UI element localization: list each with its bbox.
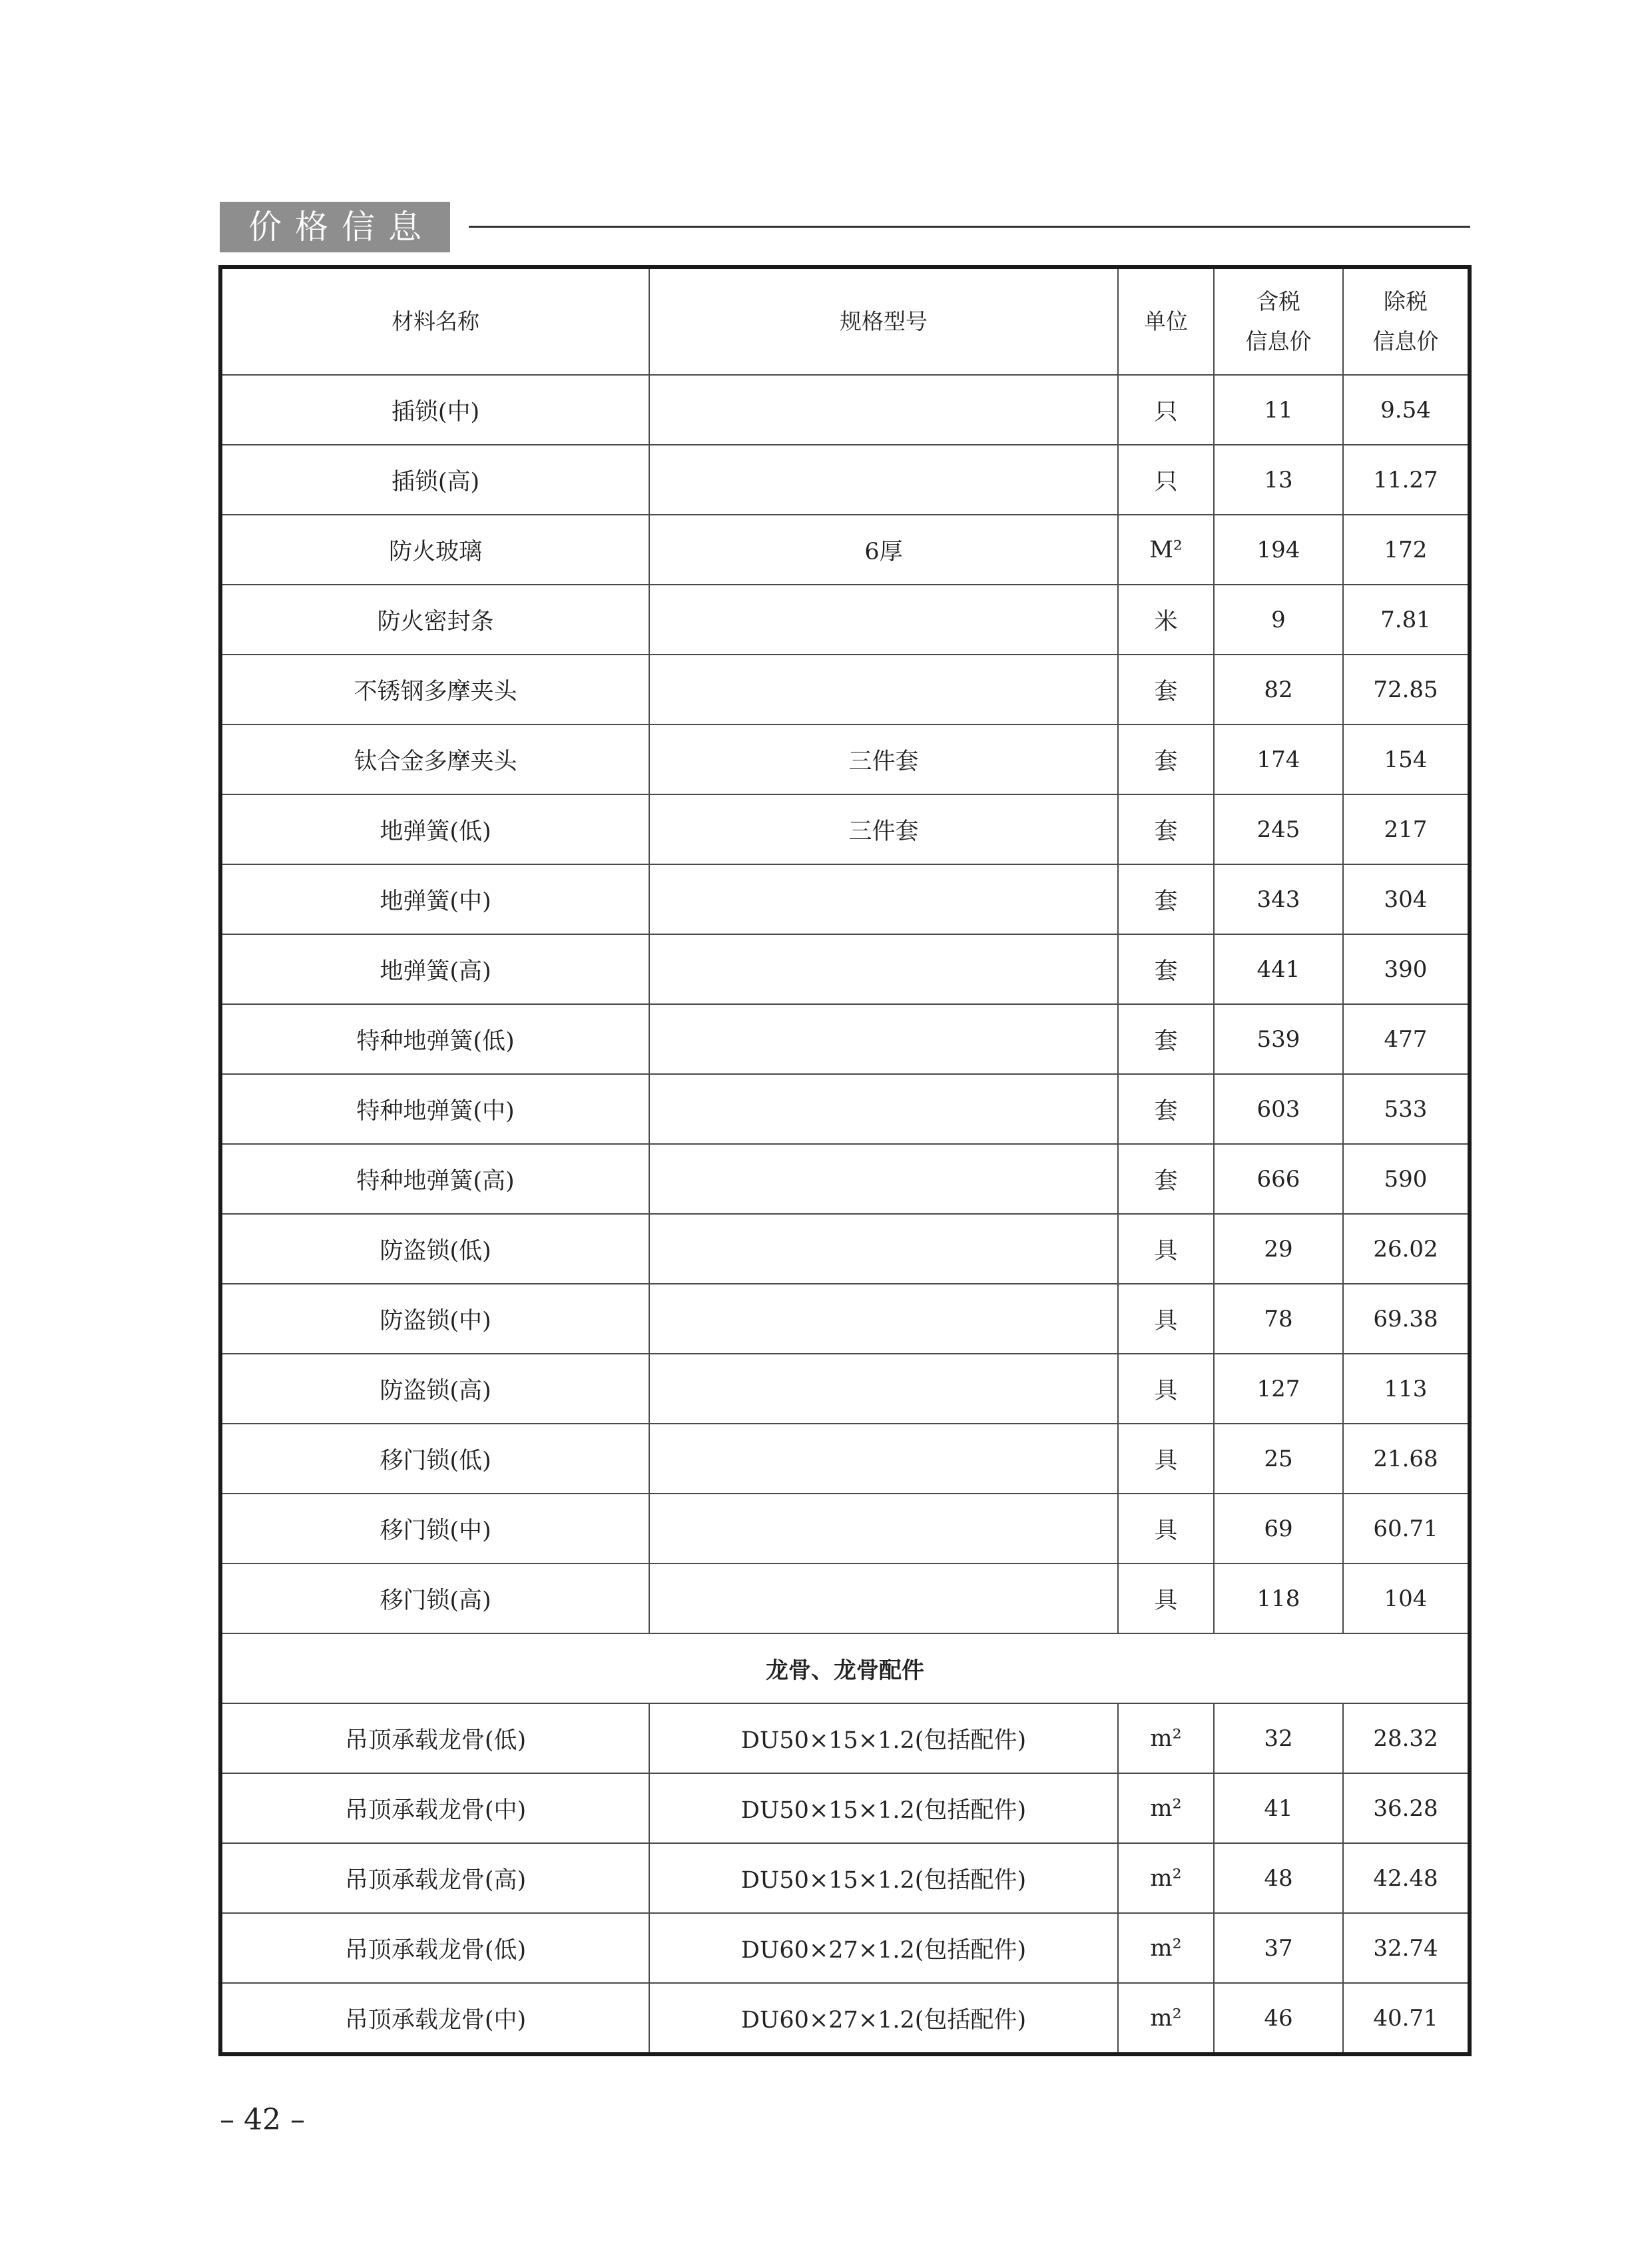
column-header-label: 材料名称 xyxy=(392,308,479,334)
column-header-label: 规格型号 xyxy=(840,308,928,334)
spec-cell xyxy=(649,445,1118,515)
price-excl-tax-cell: 590 xyxy=(1343,1144,1470,1214)
spec-cell xyxy=(649,864,1118,934)
price-incl-tax-cell: 37 xyxy=(1214,1913,1343,1983)
spec-cell xyxy=(649,1074,1118,1144)
material-name-cell: 防盗锁(高) xyxy=(220,1354,649,1424)
table-row xyxy=(220,1144,1470,1214)
table-header-row xyxy=(220,267,1470,375)
table-row xyxy=(220,934,1470,1004)
material-name-cell: 地弹簧(中) xyxy=(220,864,649,934)
price-incl-tax-cell: 603 xyxy=(1214,1074,1343,1144)
price-excl-tax-cell: 104 xyxy=(1343,1563,1470,1633)
material-name-cell: 防火玻璃 xyxy=(220,515,649,585)
material-name-cell: 移门锁(中) xyxy=(220,1494,649,1563)
table-row xyxy=(220,1843,1470,1913)
material-name-cell: 插锁(高) xyxy=(220,445,649,515)
spec-cell xyxy=(649,585,1118,655)
table-row xyxy=(220,864,1470,934)
price-incl-tax-cell: 48 xyxy=(1214,1843,1343,1913)
material-name-cell: 移门锁(高) xyxy=(220,1563,649,1633)
material-name-cell: 移门锁(低) xyxy=(220,1424,649,1494)
table-row xyxy=(220,1424,1470,1494)
price-excl-tax-cell: 7.81 xyxy=(1343,585,1470,655)
material-name-cell: 吊顶承载龙骨(低) xyxy=(220,1703,649,1773)
column-header-label: 除税 信息价 xyxy=(1372,288,1439,354)
spec-cell xyxy=(649,1424,1118,1494)
table-row xyxy=(220,1284,1470,1354)
price-incl-tax-cell: 441 xyxy=(1214,934,1343,1004)
spec-cell: 三件套 xyxy=(649,794,1118,864)
unit-cell: 套 xyxy=(1118,1074,1214,1144)
spec-cell xyxy=(649,655,1118,724)
price-incl-tax-cell: 46 xyxy=(1214,1983,1343,2054)
price-excl-tax-cell: 217 xyxy=(1343,794,1470,864)
spec-cell xyxy=(649,1494,1118,1563)
price-incl-tax-cell: 25 xyxy=(1214,1424,1343,1494)
unit-cell: 套 xyxy=(1118,1004,1214,1074)
price-excl-tax-cell: 42.48 xyxy=(1343,1843,1470,1913)
price-incl-tax-cell: 13 xyxy=(1214,445,1343,515)
spec-cell xyxy=(649,1214,1118,1284)
unit-cell: M² xyxy=(1118,515,1214,585)
column-header-price-excl-tax xyxy=(1343,267,1470,375)
spec-cell: 6厚 xyxy=(649,515,1118,585)
material-name-cell: 防盗锁(低) xyxy=(220,1214,649,1284)
table-row xyxy=(220,1494,1470,1563)
price-incl-tax-cell: 174 xyxy=(1214,724,1343,794)
material-name-cell: 不锈钢多摩夹头 xyxy=(220,655,649,724)
material-name-cell: 吊顶承载龙骨(中) xyxy=(220,1983,649,2054)
price-excl-tax-cell: 21.68 xyxy=(1343,1424,1470,1494)
spec-cell: DU50×15×1.2(包括配件) xyxy=(649,1773,1118,1843)
table-row xyxy=(220,445,1470,515)
unit-cell: m² xyxy=(1118,1983,1214,2054)
material-name-cell: 地弹簧(高) xyxy=(220,934,649,1004)
material-name-cell: 地弹簧(低) xyxy=(220,794,649,864)
spec-cell: DU60×27×1.2(包括配件) xyxy=(649,1983,1118,2054)
unit-cell: 套 xyxy=(1118,934,1214,1004)
unit-cell: 具 xyxy=(1118,1354,1214,1424)
material-name-cell: 特种地弹簧(低) xyxy=(220,1004,649,1074)
spec-cell xyxy=(649,934,1118,1004)
unit-cell: 只 xyxy=(1118,375,1214,445)
price-excl-tax-cell: 154 xyxy=(1343,724,1470,794)
unit-cell: 具 xyxy=(1118,1494,1214,1563)
table-row xyxy=(220,1913,1470,1983)
price-incl-tax-cell: 127 xyxy=(1214,1354,1343,1424)
price-incl-tax-cell: 29 xyxy=(1214,1214,1343,1284)
table-row xyxy=(220,1773,1470,1843)
material-name-cell: 防火密封条 xyxy=(220,585,649,655)
price-excl-tax-cell: 28.32 xyxy=(1343,1703,1470,1773)
unit-cell: m² xyxy=(1118,1913,1214,1983)
table-row xyxy=(220,655,1470,724)
price-excl-tax-cell: 477 xyxy=(1343,1004,1470,1074)
price-incl-tax-cell: 666 xyxy=(1214,1144,1343,1214)
unit-cell: 具 xyxy=(1118,1563,1214,1633)
page-number: – 42 – xyxy=(220,2103,305,2137)
spec-cell xyxy=(649,1563,1118,1633)
spec-cell xyxy=(649,1284,1118,1354)
spec-cell xyxy=(649,375,1118,445)
unit-cell: m² xyxy=(1118,1703,1214,1773)
material-name-cell: 特种地弹簧(中) xyxy=(220,1074,649,1144)
price-incl-tax-cell: 118 xyxy=(1214,1563,1343,1633)
material-name-cell: 插锁(中) xyxy=(220,375,649,445)
unit-cell: 具 xyxy=(1118,1424,1214,1494)
table-row xyxy=(220,585,1470,655)
column-header-label: 单位 xyxy=(1144,308,1188,334)
price-incl-tax-cell: 245 xyxy=(1214,794,1343,864)
price-incl-tax-cell: 41 xyxy=(1214,1773,1343,1843)
spec-cell: DU50×15×1.2(包括配件) xyxy=(649,1703,1118,1773)
price-incl-tax-cell: 343 xyxy=(1214,864,1343,934)
table-row xyxy=(220,515,1470,585)
table-row xyxy=(220,1563,1470,1633)
price-excl-tax-cell: 390 xyxy=(1343,934,1470,1004)
price-incl-tax-cell: 78 xyxy=(1214,1284,1343,1354)
price-excl-tax-cell: 32.74 xyxy=(1343,1913,1470,1983)
section-row xyxy=(220,1633,1470,1703)
table-row xyxy=(220,1703,1470,1773)
header-divider xyxy=(469,226,1470,228)
unit-cell: 套 xyxy=(1118,724,1214,794)
material-name-cell: 吊顶承载龙骨(低) xyxy=(220,1913,649,1983)
table-row xyxy=(220,1354,1470,1424)
price-excl-tax-cell: 172 xyxy=(1343,515,1470,585)
unit-cell: m² xyxy=(1118,1843,1214,1913)
unit-cell: 套 xyxy=(1118,794,1214,864)
table-row xyxy=(220,1004,1470,1074)
price-excl-tax-cell: 40.71 xyxy=(1343,1983,1470,2054)
table-body-hardware xyxy=(220,375,1470,1633)
price-excl-tax-cell: 26.02 xyxy=(1343,1214,1470,1284)
price-incl-tax-cell: 32 xyxy=(1214,1703,1343,1773)
price-excl-tax-cell: 72.85 xyxy=(1343,655,1470,724)
table-body-section xyxy=(220,1633,1470,1703)
spec-cell xyxy=(649,1354,1118,1424)
price-excl-tax-cell: 69.38 xyxy=(1343,1284,1470,1354)
price-excl-tax-cell: 60.71 xyxy=(1343,1494,1470,1563)
column-header-material-name xyxy=(220,267,649,375)
spec-cell xyxy=(649,1004,1118,1074)
price-incl-tax-cell: 9 xyxy=(1214,585,1343,655)
unit-cell: 套 xyxy=(1118,655,1214,724)
unit-cell: 米 xyxy=(1118,585,1214,655)
price-incl-tax-cell: 11 xyxy=(1214,375,1343,445)
spec-cell: DU60×27×1.2(包括配件) xyxy=(649,1913,1118,1983)
price-excl-tax-cell: 9.54 xyxy=(1343,375,1470,445)
table-row xyxy=(220,724,1470,794)
unit-cell: 套 xyxy=(1118,1144,1214,1214)
spec-cell: 三件套 xyxy=(649,724,1118,794)
price-incl-tax-cell: 194 xyxy=(1214,515,1343,585)
spec-cell xyxy=(649,1144,1118,1214)
table-row xyxy=(220,375,1470,445)
unit-cell: m² xyxy=(1118,1773,1214,1843)
table-body-keel xyxy=(220,1703,1470,2054)
column-header-unit xyxy=(1118,267,1214,375)
material-name-cell: 防盗锁(中) xyxy=(220,1284,649,1354)
table-row xyxy=(220,794,1470,864)
table-row xyxy=(220,1074,1470,1144)
price-incl-tax-cell: 69 xyxy=(1214,1494,1343,1563)
unit-cell: 具 xyxy=(1118,1284,1214,1354)
price-excl-tax-cell: 36.28 xyxy=(1343,1773,1470,1843)
unit-cell: 只 xyxy=(1118,445,1214,515)
material-name-cell: 吊顶承载龙骨(中) xyxy=(220,1773,649,1843)
material-name-cell: 钛合金多摩夹头 xyxy=(220,724,649,794)
price-incl-tax-cell: 82 xyxy=(1214,655,1343,724)
material-name-cell: 特种地弹簧(高) xyxy=(220,1144,649,1214)
spec-cell: DU50×15×1.2(包括配件) xyxy=(649,1843,1118,1913)
table-row xyxy=(220,1983,1470,2054)
price-excl-tax-cell: 113 xyxy=(1343,1354,1470,1424)
table-row xyxy=(220,1214,1470,1284)
column-header-label: 含税 信息价 xyxy=(1245,288,1312,354)
column-header-spec-model xyxy=(649,267,1118,375)
material-name-cell: 吊顶承载龙骨(高) xyxy=(220,1843,649,1913)
price-excl-tax-cell: 304 xyxy=(1343,864,1470,934)
unit-cell: 套 xyxy=(1118,864,1214,934)
price-excl-tax-cell: 533 xyxy=(1343,1074,1470,1144)
column-header-price-incl-tax xyxy=(1214,267,1343,375)
unit-cell: 具 xyxy=(1118,1214,1214,1284)
price-incl-tax-cell: 539 xyxy=(1214,1004,1343,1074)
price-table xyxy=(218,265,1472,2056)
section-heading: 龙骨、龙骨配件 xyxy=(220,1633,1470,1703)
price-excl-tax-cell: 11.27 xyxy=(1343,445,1470,515)
section-title: 价格信息 xyxy=(220,202,450,252)
